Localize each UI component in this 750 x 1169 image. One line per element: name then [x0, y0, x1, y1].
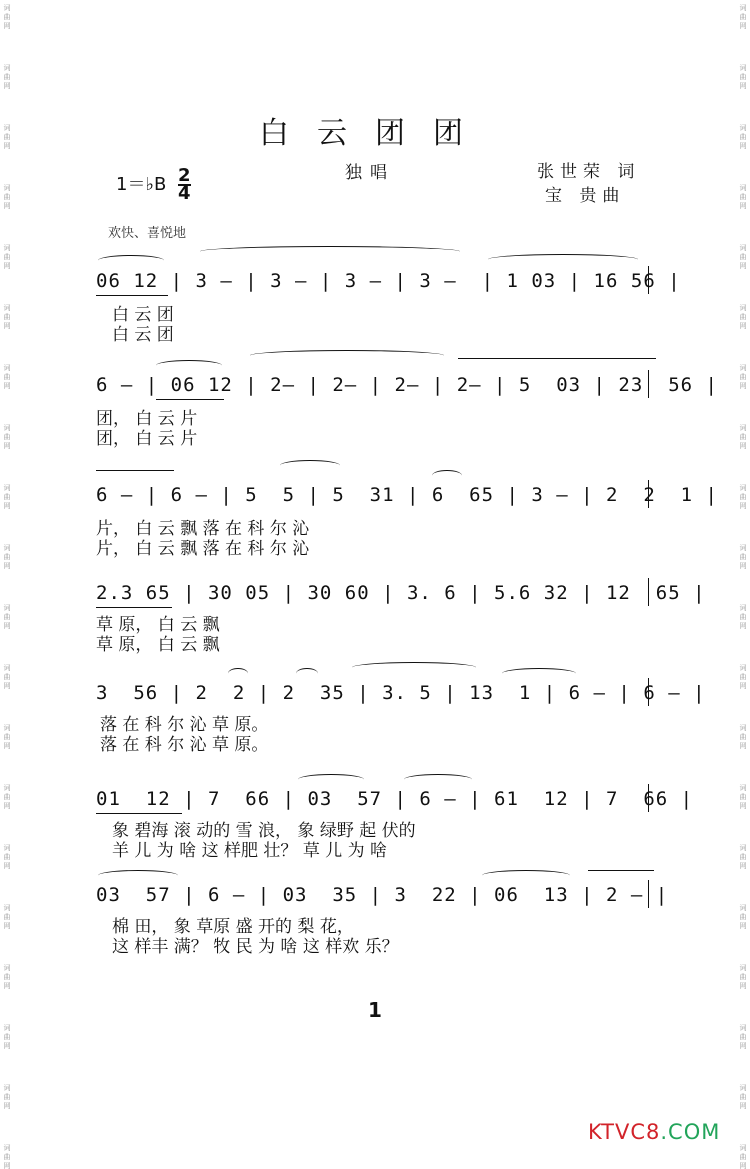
watermark-text: 词 曲 网 — [739, 724, 747, 750]
song-title: 白云团团 — [259, 116, 491, 151]
watermark-text: 词 曲 网 — [3, 544, 11, 570]
watermark-text: 词 曲 网 — [739, 784, 747, 810]
watermark-text: 词 曲 网 — [3, 364, 11, 390]
tie — [250, 350, 444, 361]
slur — [404, 774, 472, 785]
watermark-text: 词 曲 网 — [3, 664, 11, 690]
slur — [488, 254, 638, 265]
beam — [156, 399, 224, 400]
notation-line: 6 — | 06 12 | 2— | 2— | 2— | 2— | 5 03 | 23 56 | — [96, 374, 718, 396]
tempo-marking: 欢快、喜悦地 — [108, 226, 187, 241]
lyric-line-2: 羊 儿 为 啥 这 样肥 壮？ 草 儿 为 啥 — [112, 841, 388, 861]
barline — [648, 880, 649, 908]
barline — [648, 370, 649, 398]
slur — [432, 470, 462, 481]
lyric-line-1: 象 碧海 滚 动的 雪 浪， 象 绿野 起 伏的 — [112, 821, 416, 841]
watermark-text: 词 曲 网 — [739, 1024, 747, 1050]
key-label: 1＝♭B — [116, 174, 167, 195]
site-logo-part1: KTVC8 — [588, 1120, 661, 1144]
lyric-line-1: 片， 白 云 飘 落 在 科 尔 沁 — [96, 519, 310, 539]
watermark-text: 词 曲 网 — [739, 1144, 747, 1169]
time-signature — [178, 165, 191, 204]
watermark-text: 词 曲 网 — [739, 544, 747, 570]
watermark-text: 词 曲 网 — [739, 904, 747, 930]
watermark-text: 词 曲 网 — [3, 844, 11, 870]
notation-line: 03 57 | 6 — | 03 35 | 3 22 | 06 13 | 2 — | — [96, 884, 669, 906]
lyric-line-2: 草 原， 白 云 飘 — [96, 635, 220, 655]
lyric-line-2: 白 云 团 — [112, 325, 174, 345]
watermark-text: 词 曲 网 — [739, 64, 747, 90]
barline — [648, 480, 649, 508]
key-signature — [116, 165, 191, 204]
lyric-line-2: 团， 白 云 片 — [96, 429, 198, 449]
slur — [352, 662, 476, 673]
watermark-text: 词 曲 网 — [739, 304, 747, 330]
time-denominator: 4 — [178, 183, 191, 204]
watermark-text: 词 曲 网 — [739, 424, 747, 450]
lyric-line-1: 草 原， 白 云 飘 — [96, 615, 220, 635]
tie — [502, 668, 576, 679]
slur — [98, 870, 178, 881]
left-watermark-strip — [0, 0, 14, 1169]
lyric-line-2: 这 样丰 满？ 牧 民 为 啥 这 样欢 乐？ — [112, 937, 399, 957]
slur — [482, 870, 570, 881]
watermark-text: 词 曲 网 — [739, 184, 747, 210]
page-number: 1 — [368, 998, 382, 1022]
tie — [200, 246, 460, 257]
lyric-line-2: 落 在 科 尔 沁 草 原。 — [100, 735, 269, 755]
time-numerator: 2 — [178, 165, 191, 186]
watermark-text: 词 曲 网 — [3, 964, 11, 990]
site-logo-part2: .COM — [660, 1120, 721, 1144]
notation-line: 2.3 65 | 30 05 | 30 60 | 3. 6 | 5.6 32 | 12 65 | — [96, 582, 706, 604]
watermark-text: 词 曲 网 — [3, 184, 11, 210]
watermark-text: 词 曲 网 — [3, 64, 11, 90]
lyric-line-1: 棉 田， 象 草原 盛 开的 梨 花， — [112, 917, 354, 937]
watermark-text: 词 曲 网 — [739, 844, 747, 870]
watermark-text: 词 曲 网 — [739, 484, 747, 510]
beam — [96, 295, 168, 296]
watermark-text: 词 曲 网 — [3, 904, 11, 930]
slur — [228, 668, 248, 679]
notation-line: 06 12 | 3 — | 3 — | 3 — | 3 — | 1 03 | 16 56 | — [96, 270, 681, 292]
watermark-text: 词 曲 网 — [3, 244, 11, 270]
slur — [296, 668, 318, 679]
watermark-text: 词 曲 网 — [739, 664, 747, 690]
site-logo[interactable] — [588, 1120, 720, 1144]
notation-line: 3 56 | 2 2 | 2 35 | 3. 5 | 13 1 | 6 — | 6 — | — [96, 682, 706, 704]
slur — [98, 255, 164, 266]
lyric-line-1: 团， 白 云 片 — [96, 409, 198, 429]
watermark-text: 词 曲 网 — [739, 964, 747, 990]
barline — [648, 266, 649, 294]
watermark-text: 词 曲 网 — [739, 1084, 747, 1110]
watermark-text: 词 曲 网 — [739, 4, 747, 30]
slur — [588, 870, 654, 871]
slur — [96, 470, 174, 471]
watermark-text: 词 曲 网 — [3, 1024, 11, 1050]
composer-credit: 宝 贵曲 — [545, 186, 626, 206]
slur — [156, 360, 222, 371]
watermark-text: 词 曲 网 — [3, 1144, 11, 1169]
watermark-text: 词 曲 网 — [3, 724, 11, 750]
watermark-text: 词 曲 网 — [3, 484, 11, 510]
watermark-text: 词 曲 网 — [739, 244, 747, 270]
watermark-text: 词 曲 网 — [3, 124, 11, 150]
watermark-text: 词 曲 网 — [3, 784, 11, 810]
watermark-text: 词 曲 网 — [3, 604, 11, 630]
notation-line: 6 — | 6 — | 5 5 | 5 31 | 6 65 | 3 — | 2 2 1 | — [96, 484, 718, 506]
watermark-text: 词 曲 网 — [3, 424, 11, 450]
beam — [96, 813, 182, 814]
watermark-text: 词 曲 网 — [3, 304, 11, 330]
watermark-text: 词 曲 网 — [739, 604, 747, 630]
notation-line: 01 12 | 7 66 | 03 57 | 6 — | 61 12 | 7 66 | — [96, 788, 694, 810]
barline — [648, 678, 649, 706]
right-watermark-strip — [736, 0, 750, 1169]
lyric-line-2: 片， 白 云 飘 落 在 科 尔 沁 — [96, 539, 310, 559]
beam — [96, 607, 172, 608]
lyricist-credit: 张世荣 词 — [537, 162, 641, 182]
slur — [298, 774, 364, 785]
slur — [280, 460, 340, 471]
performance-mode: 独唱 — [345, 163, 395, 183]
watermark-text: 词 曲 网 — [739, 364, 747, 390]
barline — [648, 784, 649, 812]
watermark-text: 词 曲 网 — [3, 4, 11, 30]
watermark-text: 词 曲 网 — [739, 124, 747, 150]
credits — [537, 160, 640, 208]
watermark-text: 词 曲 网 — [3, 1084, 11, 1110]
lyric-line-1: 白 云 团 — [112, 305, 174, 325]
lyric-line-1: 落 在 科 尔 沁 草 原。 — [100, 715, 269, 735]
barline — [648, 578, 649, 606]
slur — [458, 358, 656, 359]
